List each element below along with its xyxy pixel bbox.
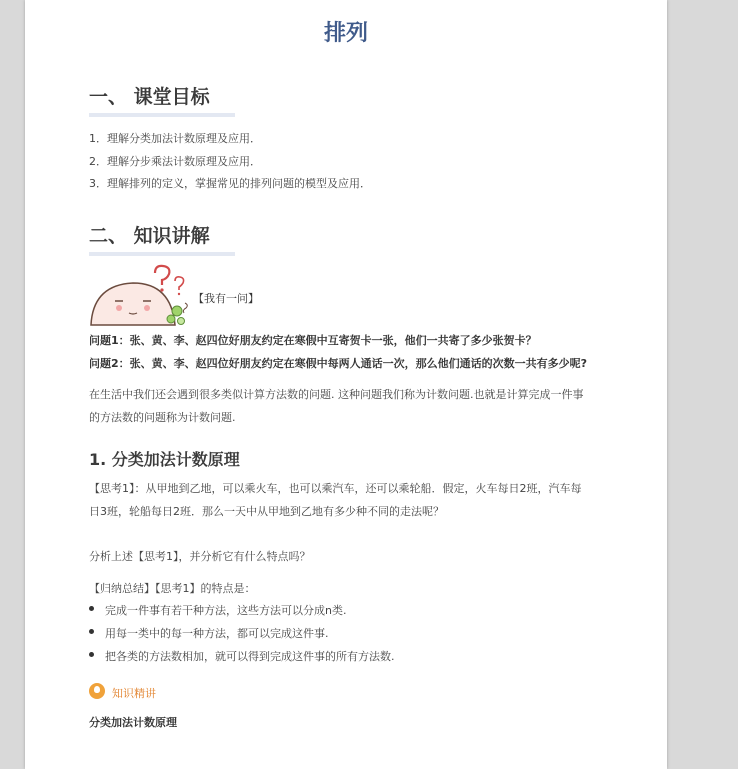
- summary-text: 【归纳总结】【思考1】的特点是：: [89, 582, 256, 595]
- subsection-heading: 1. 分类加法计数原理: [89, 450, 240, 469]
- ask-label: 【我有一问】: [193, 292, 259, 305]
- tip-label: 知识精讲: [112, 687, 156, 700]
- bullet-dot: [89, 629, 94, 634]
- bullet-dot: [89, 606, 94, 611]
- section-heading-goals: 一、 课堂目标: [89, 86, 210, 108]
- section-heading-knowledge: 二、 知识讲解: [89, 225, 210, 247]
- cartoon-thinking-illustration: [89, 263, 195, 327]
- question-2: 问题2：张、黄、李、赵四位好朋友约定在寒假中每两人通话一次，那么他们通话的次数一共有多少呢?: [89, 357, 588, 370]
- intro-paragraph-line: 在生活中我们还会遇到很多类似计算方法数的问题. 这种问题我们称为计数问题.也就是计算完成一件事: [89, 388, 584, 401]
- bullet-dot: [89, 652, 94, 657]
- goal-item: 2．理解分步乘法计数原理及应用．: [89, 155, 261, 168]
- page-title: 排列: [323, 21, 368, 46]
- bullet-item: 完成一件事有若干种方法，这些方法可以分成n类.: [105, 604, 347, 617]
- heading-underline: [89, 252, 235, 256]
- bullet-item: 用每一类中的每一种方法，都可以完成这件事.: [105, 627, 329, 640]
- principle-title: 分类加法计数原理: [89, 716, 177, 729]
- goal-item: 1．理解分类加法计数原理及应用．: [89, 132, 261, 145]
- think-paragraph-line: 【思考1】：从甲地到乙地，可以乘火车，也可以乘汽车，还可以乘轮船．假定，火车每日2班，汽车每: [89, 482, 582, 495]
- analyze-text: 分析上述【思考1】，并分析它有什么特点吗？: [89, 550, 311, 563]
- intro-paragraph-line: 的方法数的问题称为计数问题.: [89, 411, 236, 424]
- question-1: 问题1：张、黄、李、赵四位好朋友约定在寒假中互寄贺卡一张，他们一共寄了多少张贺卡？: [89, 334, 537, 347]
- document-page: [25, 0, 667, 769]
- think-paragraph-line: 日3班，轮船每日2班．那么一天中从甲地到乙地有多少种不同的走法呢？: [89, 505, 444, 518]
- heading-underline: [89, 113, 235, 117]
- bullet-item: 把各类的方法数相加，就可以得到完成这件事的所有方法数.: [105, 650, 395, 663]
- goal-item: 3．理解排列的定义，掌握常见的排列问题的模型及应用．: [89, 177, 371, 190]
- lightbulb-icon: [89, 683, 105, 699]
